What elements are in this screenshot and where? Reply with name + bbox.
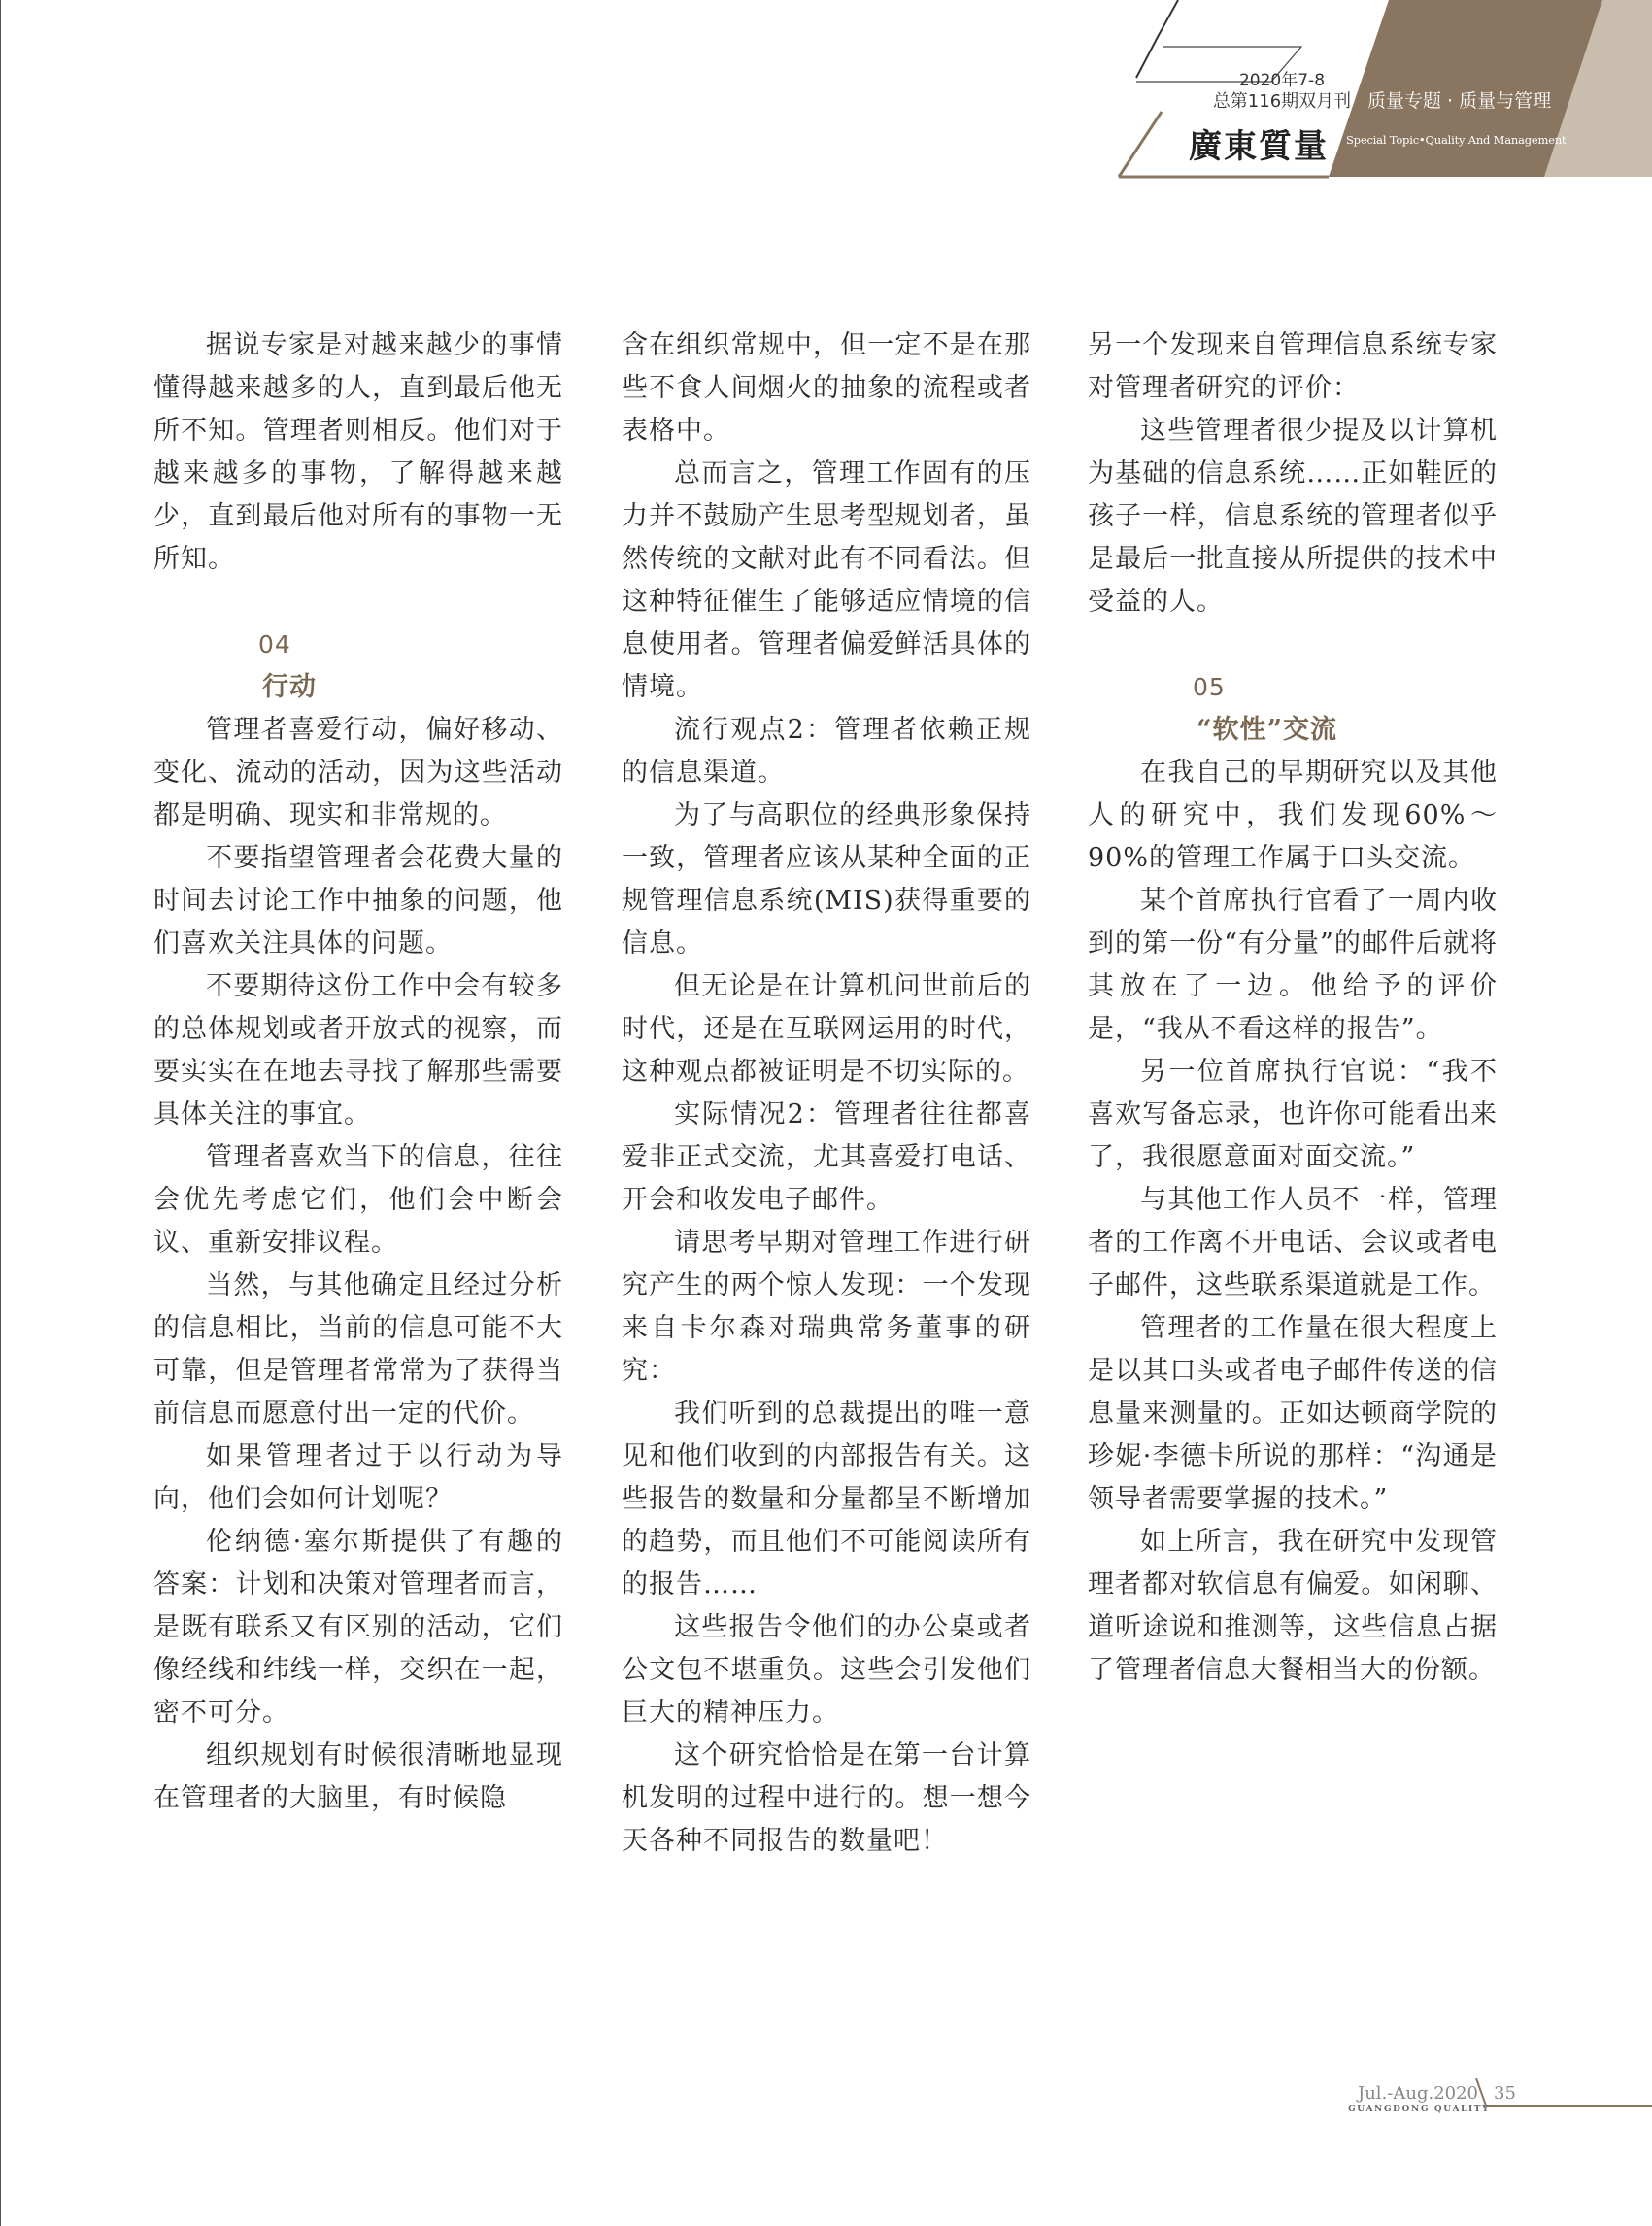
section-title: 行动	[262, 672, 317, 702]
topic-english: Special Topic•Quality And Management	[1346, 133, 1567, 147]
column-2	[622, 324, 1031, 1863]
paragraph: 含在组织常规中，但一定不是在那些不食人间烟火的抽象的流程或者表格中。	[622, 330, 1031, 446]
quote-paragraph: 我们听到的总裁提出的唯一意见和他们收到的内部报告有关。这些报告的数量和分量都呈不断增加的趋势，而且他们不可能阅读所有的报告……	[622, 1399, 1031, 1600]
paragraph: 某个首席执行官看了一周内收到的第一份“有分量”的邮件后就将其放在了一边。他给予的评价是，“我从不看这样的报告”。	[1088, 886, 1498, 1044]
paragraph: 请思考早期对管理工作进行研究产生的两个惊人发现：一个发现来自卡尔森对瑞典常务董事的研究：	[622, 1228, 1031, 1386]
paragraph: 管理者喜爱行动，偏好移动、变化、流动的活动，因为这些活动都是明确、现实和非常规的。	[153, 715, 563, 830]
footer-date: Jul.-Aug.2020	[1358, 2083, 1479, 2104]
magazine-logo: 廣東質量	[1189, 127, 1329, 166]
paragraph: 伦纳德·塞尔斯提供了有趣的答案：计划和决策对管理者而言，是既有联系又有区别的活动，它们像经线和纬线一样，交织在一起，密不可分。	[153, 1527, 563, 1728]
column-1	[153, 324, 563, 1820]
paragraph: 在我自己的早期研究以及其他人的研究中，我们发现60%～90%的管理工作属于口头交流。	[1088, 758, 1498, 873]
paragraph: 流行观点2：管理者依赖正规的信息渠道。	[622, 715, 1031, 788]
paragraph: 不要指望管理者会花费大量的时间去讨论工作中抽象的问题，他们喜欢关注具体的问题。	[153, 843, 563, 959]
section-number: 04	[258, 630, 291, 658]
column-3	[1088, 324, 1498, 1692]
paragraph: 总而言之，管理工作固有的压力并不鼓励产生思考型规划者，虽然传统的文献对此有不同看法。但这种特征催生了能够适应情境的信息使用者。管理者偏爱鲜活具体的情境。	[622, 458, 1031, 702]
paragraph: 与其他工作人员不一样，管理者的工作离不开电话、会议或者电子邮件，这些联系渠道就是工作。	[1088, 1185, 1498, 1300]
paragraph: 不要期待这份工作中会有较多的总体规划或者开放式的视察，而要实实在在地去寻找了解那些需要具体关注的事宜。	[153, 971, 563, 1130]
paragraph: 实际情况2：管理者往往都喜爱非正式交流，尤其喜爱打电话、开会和收发电子邮件。	[622, 1099, 1031, 1215]
section-title: “软性”交流	[1197, 715, 1338, 745]
paragraph: 据说专家是对越来越少的事情懂得越来越多的人，直到最后他无所不知。管理者则相反。他们对于越来越多的事物，了解得越来越少，直到最后他对所有的事物一无所知。	[153, 330, 563, 574]
paragraph: 管理者喜欢当下的信息，往往会优先考虑它们，他们会中断会议、重新安排议程。	[153, 1142, 563, 1258]
paragraph: 管理者的工作量在很大程度上是以其口头或者电子邮件传送的信息量来测量的。正如达顿商学院的珍妮·李德卡所说的那样：“沟通是领导者需要掌握的技术。”	[1088, 1313, 1498, 1514]
left-border	[0, 0, 1, 2226]
issue-date: 2020年7-8	[1238, 71, 1326, 90]
paragraph: 另一个发现来自管理信息系统专家对管理者研究的评价：	[1088, 330, 1498, 403]
quote-paragraph: 这些管理者很少提及以计算机为基础的信息系统……正如鞋匠的孩子一样，信息系统的管理者似乎是最后一批直接从所提供的技术中受益的人。	[1088, 416, 1498, 617]
paragraph: 另一位首席执行官说：“我不喜欢写备忘录，也许你可能看出来了，我很愿意面对面交流。”	[1088, 1057, 1498, 1172]
issue-number: 总第116期双月刊	[1212, 91, 1352, 112]
paragraph: 但无论是在计算机问世前后的时代，还是在互联网运用的时代，这种观点都被证明是不切实际的。	[622, 971, 1031, 1087]
paragraph: 为了与高职位的经典形象保持一致，管理者应该从某种全面的正规管理信息系统(MIS)获得重要的信息。	[622, 800, 1031, 959]
footer-magazine-name: GUANGDONG QUALITY	[1348, 2105, 1491, 2114]
quote-paragraph: 这些报告令他们的办公桌或者公文包不堪重负。这些会引发他们巨大的精神压力。	[622, 1612, 1031, 1728]
paragraph: 如上所言，我在研究中发现管理者都对软信息有偏爱。如闲聊、道听途说和推测等，这些信息占据了管理者信息大餐相当大的份额。	[1088, 1527, 1498, 1685]
paragraph: 这个研究恰恰是在第一台计算机发明的过程中进行的。想一想今天各种不同报告的数量吧！	[622, 1740, 1031, 1856]
section-number: 05	[1193, 673, 1226, 701]
topic-chinese: 质量专题 · 质量与管理	[1367, 90, 1552, 112]
paragraph: 如果管理者过于以行动为导向，他们会如何计划呢？	[153, 1441, 563, 1514]
paragraph: 组织规划有时候很清晰地显现在管理者的大脑里，有时候隐	[153, 1740, 563, 1813]
paragraph: 当然，与其他确定且经过分析的信息相比，当前的信息可能不大可靠，但是管理者常常为了获得当前信息而愿意付出一定的代价。	[153, 1270, 563, 1429]
page-number: 35	[1494, 2083, 1516, 2104]
